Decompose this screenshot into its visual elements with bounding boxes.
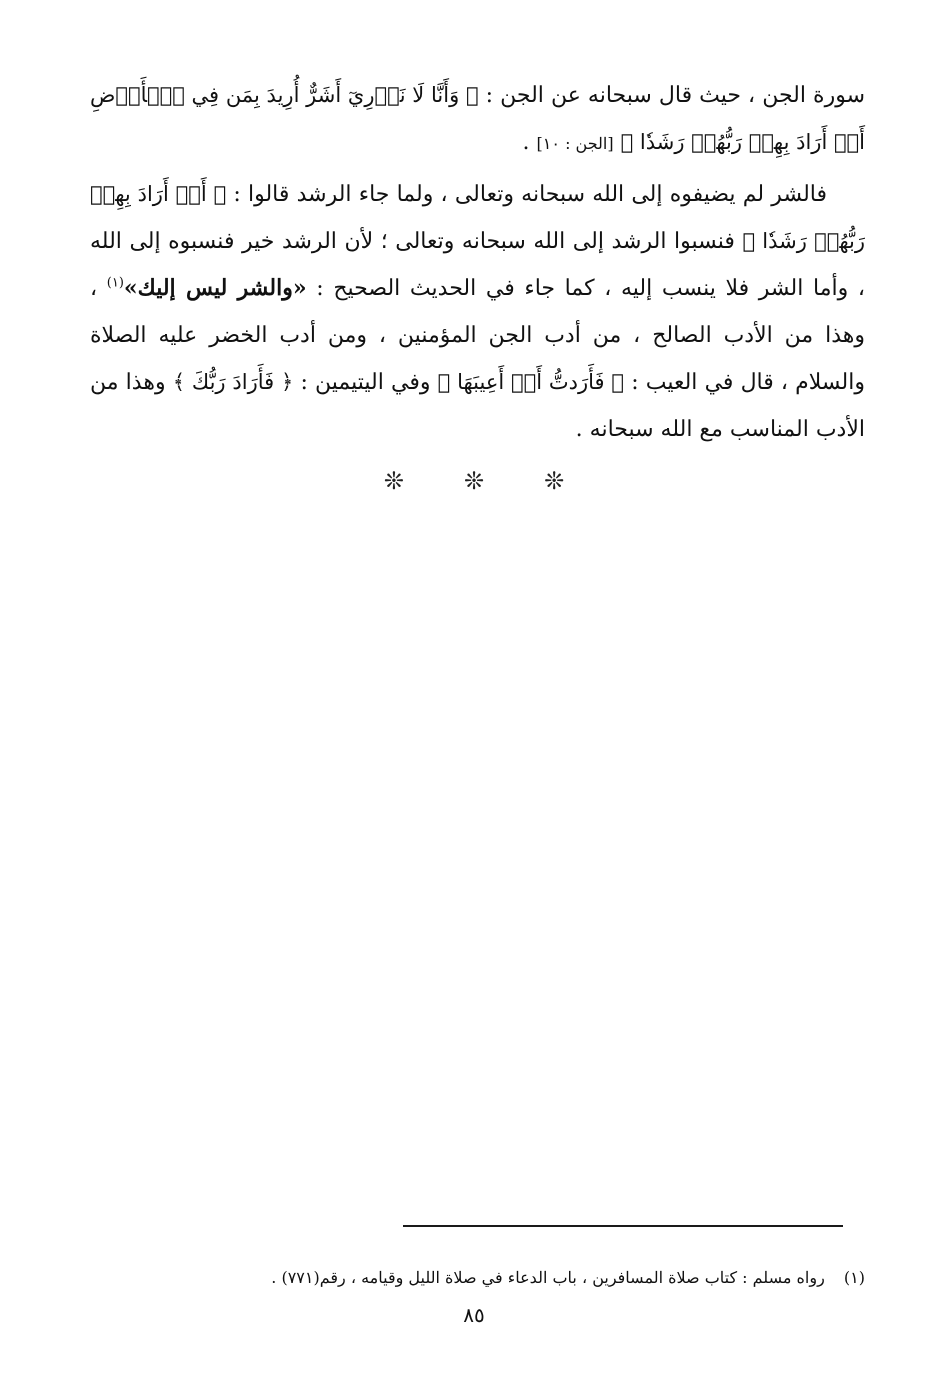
section-separator — [0, 463, 948, 499]
paragraph-2-middle-2: ، وهذا من الأدب الصالح ، من أدب الجن المؤمنين ، ومن أدب الخضر عليه الصلاة والسلام ، قال في العيب : — [90, 276, 865, 395]
paragraph-1-intro: سورة الجن ، حيث قال سبحانه عن الجن : — [485, 83, 866, 108]
separator-star-icon: ❊ — [463, 467, 485, 495]
paragraph-1-end: . — [522, 130, 530, 155]
separator-star-icon: ❊ — [383, 467, 404, 495]
paragraph-2-middle-1: فنسبوا الرشد إلى الله سبحانه وتعالى ؛ لأن الرشد خير فنسبوه إلى الله ، وأما الشر فلا ينسب إليه ، كما جاء في الحديث الصحيح : — [90, 229, 865, 301]
paragraph-1 — [90, 72, 865, 167]
paragraph-2-intro: فالشر لم يضيفوه إلى الله سبحانه وتعالى ، ولما جاء الرشد قالوا : — [233, 182, 827, 207]
quran-verse-faarada: ﴿ فَأَرَادَ رَبُّكَ ﴾ — [172, 370, 294, 394]
footnote-divider — [403, 1225, 843, 1227]
quran-verse-araddtu: ﴿ فَأَرَدتُّ أَنۡ أَعِيبَهَا ﴾ — [437, 370, 625, 394]
paragraph-2-end: وهذا من الأدب المناسب مع الله سبحانه . — [90, 370, 865, 442]
footnote — [100, 1265, 865, 1291]
hadith-quote: «والشر ليس إليك» — [123, 275, 307, 301]
quran-verse-rashad: ﴿ أَمۡ أَرَادَ بِهِمۡ رَبُّهُمۡ رَشَدٗا ﴾ — [90, 182, 865, 253]
verse-reference: [الجن : ١٠] — [536, 134, 614, 153]
footnote-text: رواه مسلم : كتاب صلاة المسافرين ، باب الدعاء في صلاة الليل وقيامه ، رقم(٧٧١) . — [271, 1268, 825, 1287]
paragraph-2 — [90, 171, 865, 453]
separator-star-icon: ❊ — [544, 467, 565, 495]
main-text — [90, 72, 865, 453]
footnote-reference: (١) — [106, 275, 124, 291]
page-number: ٨٥ — [463, 1303, 485, 1327]
paragraph-2-middle-3: وفي اليتيمين : — [300, 370, 431, 395]
quran-verse-al-jinn-10: ﴿ وَأَنَّا لَا نَدۡرِيٓ أَشَرٌّ أُرِيدَ بِمَن فِي ٱلۡأَرۡضِ أَمۡ أَرَادَ بِهِمۡ رَبُّهُمۡ رَشَدٗا ﴾ — [90, 83, 865, 154]
footnote-number: (١) — [843, 1268, 865, 1287]
